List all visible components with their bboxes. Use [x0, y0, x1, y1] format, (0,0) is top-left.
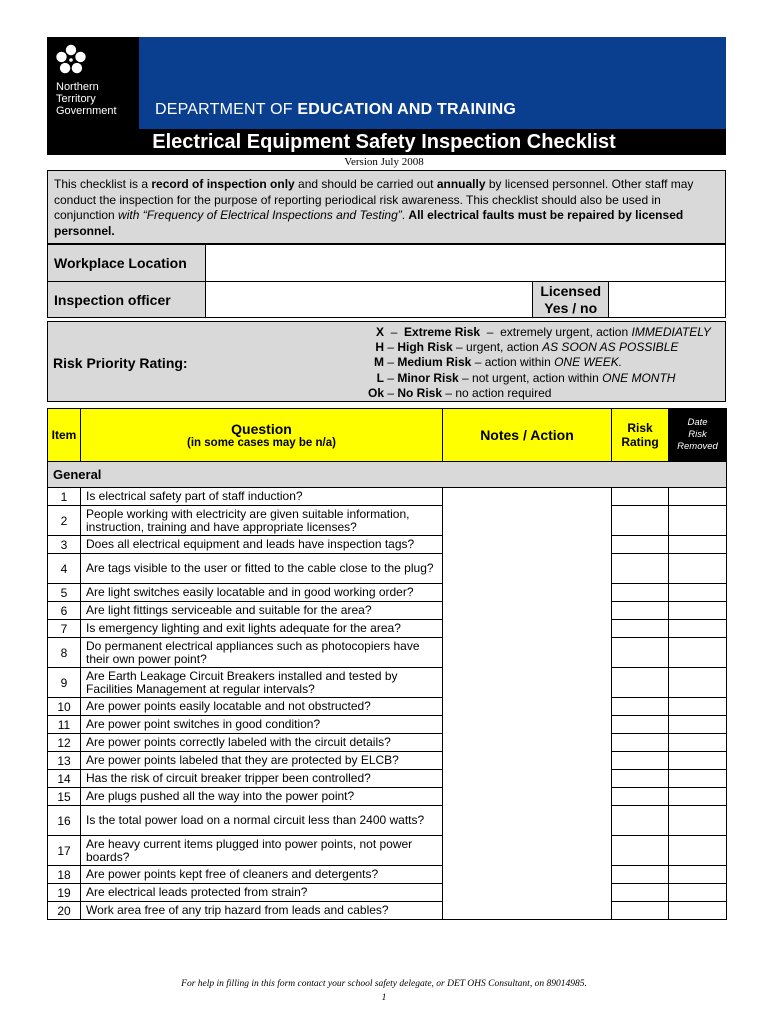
- question-text: Are light fittings serviceable and suitable for the area?: [81, 602, 443, 620]
- item-number: 14: [48, 770, 81, 788]
- date-risk-removed-cell[interactable]: [669, 602, 727, 620]
- risk-priority-label: Risk Priority Rating:: [53, 355, 188, 371]
- checklist-table: [47, 408, 727, 920]
- version-label: Version July 2008: [344, 156, 424, 168]
- risk-desc: not urgent, action within: [472, 370, 603, 385]
- risk-sep: –: [384, 325, 405, 339]
- risk-sep: –: [384, 355, 398, 370]
- item-number: 6: [48, 602, 81, 620]
- risk-rating-cell[interactable]: [612, 836, 669, 866]
- ntg-wordmark: [56, 81, 117, 117]
- item-number: 16: [48, 806, 81, 836]
- risk-rating-cell[interactable]: [612, 668, 669, 698]
- risk-rating-header: [612, 409, 669, 462]
- date-risk-removed-cell[interactable]: [669, 752, 727, 770]
- date-header-line1: Date: [687, 417, 708, 428]
- section-general-label: General: [48, 462, 727, 488]
- item-number: 8: [48, 638, 81, 668]
- item-number: 17: [48, 836, 81, 866]
- risk-level-high: [346, 340, 711, 355]
- table-row: [48, 884, 727, 902]
- risk-name: High Risk: [397, 340, 453, 355]
- ntg-logo-block: [47, 37, 139, 129]
- date-header-line3: Removed: [677, 441, 718, 452]
- table-row: [48, 620, 727, 638]
- risk-name: Extreme Risk: [404, 325, 481, 339]
- question-text: People working with electricity are given suitable information, instruction, training and have appropriate licenses?: [81, 506, 443, 536]
- item-number: 1: [48, 488, 81, 506]
- ntg-wordmark-line3: Government: [56, 105, 117, 117]
- intro-text-3: by licensed personnel. Other staff may conduct the inspection for the purpose of reporting periodical risk awareness. This checklist should also be used in conjunction: [54, 177, 694, 222]
- risk-rating-cell[interactable]: [612, 788, 669, 806]
- risk-name: No Risk: [397, 385, 443, 400]
- table-row: [48, 806, 727, 836]
- risk-rating-cell[interactable]: [612, 488, 669, 506]
- inspection-officer-label: Inspection officer: [48, 282, 206, 318]
- intro-text-1: This checklist is a: [54, 177, 152, 191]
- item-number: 9: [48, 668, 81, 698]
- risk-level-list: [346, 325, 711, 401]
- table-row: [48, 902, 727, 920]
- risk-rating-header-line2: Rating: [621, 435, 659, 449]
- date-risk-removed-cell[interactable]: [669, 836, 727, 866]
- intro-italic-1: with “Frequency of Electrical Inspections and Testing”: [118, 208, 402, 222]
- risk-code: L: [376, 370, 384, 385]
- risk-rating-cell[interactable]: [612, 602, 669, 620]
- item-number: 12: [48, 734, 81, 752]
- risk-sep: –: [384, 340, 398, 355]
- risk-rating-cell[interactable]: [612, 752, 669, 770]
- risk-rating-cell[interactable]: [612, 806, 669, 836]
- date-risk-removed-cell[interactable]: [669, 506, 727, 536]
- question-header-sub: (in some cases may be n/a): [187, 437, 336, 449]
- date-risk-removed-cell[interactable]: [669, 866, 727, 884]
- item-number: 4: [48, 554, 81, 584]
- risk-priority-box: [47, 321, 726, 402]
- item-number: 10: [48, 698, 81, 716]
- table-row: [48, 770, 727, 788]
- risk-rating-cell[interactable]: [612, 638, 669, 668]
- item-number: 5: [48, 584, 81, 602]
- date-risk-removed-cell[interactable]: [669, 488, 727, 506]
- question-text: Is electrical safety part of staff induction?: [81, 488, 443, 506]
- department-name: [155, 101, 516, 119]
- date-risk-removed-cell[interactable]: [669, 620, 727, 638]
- ntg-wordmark-line2: Territory: [56, 93, 96, 105]
- table-row: [48, 668, 727, 698]
- inspection-officer-field[interactable]: [205, 282, 532, 318]
- date-risk-removed-cell[interactable]: [669, 536, 727, 554]
- risk-emph: IMMEDIATELY: [631, 325, 711, 339]
- risk-emph: ONE MONTH: [602, 370, 676, 385]
- date-risk-removed-cell[interactable]: [669, 716, 727, 734]
- notes-action-field[interactable]: [443, 488, 612, 920]
- risk-level-extreme: [346, 325, 711, 340]
- question-header: [81, 409, 443, 462]
- licensed-field[interactable]: [609, 282, 726, 318]
- question-text: Are heavy current items plugged into power points, not power boards?: [81, 836, 443, 866]
- question-text: Are plugs pushed all the way into the power point?: [81, 788, 443, 806]
- risk-emph: ONE WEEK.: [554, 355, 623, 370]
- risk-code: M: [374, 355, 384, 370]
- table-row: [48, 488, 727, 506]
- risk-rating-cell[interactable]: [612, 620, 669, 638]
- risk-desc: extremely urgent, action: [500, 325, 632, 339]
- risk-code: H: [375, 340, 384, 355]
- risk-rating-header-line1: Risk: [627, 421, 653, 435]
- risk-desc: urgent, action: [466, 340, 543, 355]
- risk-rating-cell[interactable]: [612, 734, 669, 752]
- ntg-wordmark-line1: Northern: [56, 81, 99, 93]
- workplace-location-label: Workplace Location: [48, 245, 206, 282]
- item-number: 13: [48, 752, 81, 770]
- date-risk-removed-cell[interactable]: [669, 638, 727, 668]
- risk-rating-cell[interactable]: [612, 698, 669, 716]
- item-number: 11: [48, 716, 81, 734]
- question-text: Are light switches easily locatable and in good working order?: [81, 584, 443, 602]
- question-text: Are power point switches in good condition?: [81, 716, 443, 734]
- risk-sep: –: [452, 340, 467, 355]
- licensed-label-line1: Licensed: [540, 282, 602, 299]
- risk-name: Minor Risk: [397, 370, 459, 385]
- item-number: 2: [48, 506, 81, 536]
- date-risk-removed-cell[interactable]: [669, 806, 727, 836]
- question-header-title: Question: [231, 421, 292, 437]
- risk-rating-cell[interactable]: [612, 554, 669, 584]
- table-row: [48, 788, 727, 806]
- intro-bold-1: record of inspection only: [151, 177, 295, 191]
- notes-action-header: Notes / Action: [443, 409, 612, 462]
- workplace-row: [48, 245, 726, 282]
- department-prefix: DEPARTMENT OF: [155, 101, 298, 118]
- table-row: [48, 752, 727, 770]
- intro-text-4: .: [401, 208, 409, 222]
- item-number: 20: [48, 902, 81, 920]
- risk-sep: –: [458, 370, 473, 385]
- question-text: Are Earth Leakage Circuit Breakers installed and tested by Facilities Management at regular intervals?: [81, 668, 443, 698]
- risk-rating-cell[interactable]: [612, 716, 669, 734]
- risk-sep: –: [471, 355, 485, 370]
- risk-level-medium: [346, 355, 711, 370]
- workplace-location-field[interactable]: [205, 245, 725, 282]
- date-risk-removed-cell[interactable]: [669, 770, 727, 788]
- item-header: Item: [48, 409, 81, 462]
- table-row: [48, 734, 727, 752]
- question-text: Are tags visible to the user or fitted to the cable close to the plug?: [81, 554, 443, 584]
- footer-help-text: For help in filling in this form contact your school safety delegate, or DET OHS Consultant, on 89014985.: [181, 979, 587, 989]
- question-text: Are power points easily locatable and not obstructed?: [81, 698, 443, 716]
- officer-row: [48, 282, 726, 318]
- risk-level-none: [346, 386, 711, 401]
- date-risk-removed-cell[interactable]: [669, 902, 727, 920]
- question-text: Is emergency lighting and exit lights adequate for the area?: [81, 620, 443, 638]
- licensed-label-line2: Yes / no: [544, 299, 598, 316]
- item-number: 19: [48, 884, 81, 902]
- date-risk-removed-header: [669, 409, 727, 462]
- risk-name: Medium Risk: [397, 355, 472, 370]
- risk-rating-cell[interactable]: [612, 584, 669, 602]
- risk-level-minor: [346, 371, 711, 386]
- question-text: Does all electrical equipment and leads have inspection tags?: [81, 536, 443, 554]
- date-risk-removed-cell[interactable]: [669, 884, 727, 902]
- item-number: 7: [48, 620, 81, 638]
- risk-sep: –: [480, 325, 501, 339]
- table-row: [48, 866, 727, 884]
- risk-desc: no action required: [455, 385, 552, 400]
- department-bold: EDUCATION AND TRAINING: [297, 101, 516, 118]
- date-risk-removed-cell[interactable]: [669, 698, 727, 716]
- item-number: 15: [48, 788, 81, 806]
- checklist-header-row: [48, 409, 727, 462]
- date-risk-removed-cell[interactable]: [669, 788, 727, 806]
- date-risk-removed-cell[interactable]: [669, 734, 727, 752]
- risk-rating-cell[interactable]: [612, 902, 669, 920]
- page-number: 1: [381, 993, 387, 1003]
- risk-desc: action within: [484, 355, 555, 370]
- question-text: Are power points correctly labeled with the circuit details?: [81, 734, 443, 752]
- risk-rating-cell[interactable]: [612, 866, 669, 884]
- question-text: Work area free of any trip hazard from leads and cables?: [81, 902, 443, 920]
- intro-text-2: and should be carried out: [294, 177, 437, 191]
- page-title: Electrical Equipment Safety Inspection Checklist: [152, 131, 616, 153]
- intro-notice: [47, 170, 726, 244]
- page-footer: [0, 977, 768, 1005]
- risk-rating-cell[interactable]: [612, 770, 669, 788]
- risk-rating-cell[interactable]: [612, 506, 669, 536]
- question-text: Are power points kept free of cleaners and detergents?: [81, 866, 443, 884]
- date-header-line2: Risk: [688, 429, 707, 440]
- date-risk-removed-cell[interactable]: [669, 668, 727, 698]
- date-risk-removed-cell[interactable]: [669, 554, 727, 584]
- risk-code: Ok: [367, 385, 384, 400]
- question-text: Is the total power load on a normal circuit less than 2400 watts?: [81, 806, 443, 836]
- risk-rating-cell[interactable]: [612, 536, 669, 554]
- table-row: [48, 536, 727, 554]
- question-text: Are power points labeled that they are protected by ELCB?: [81, 752, 443, 770]
- table-row: [48, 602, 727, 620]
- table-row: [48, 584, 727, 602]
- item-number: 18: [48, 866, 81, 884]
- risk-sep: –: [384, 385, 398, 400]
- risk-code: X: [375, 325, 384, 339]
- intro-bold-2: annually: [436, 177, 486, 191]
- table-row: [48, 506, 727, 536]
- table-row: [48, 554, 727, 584]
- table-row: [48, 638, 727, 668]
- licensed-label: [533, 282, 609, 318]
- date-risk-removed-cell[interactable]: [669, 584, 727, 602]
- risk-emph: AS SOON AS POSSIBLE: [542, 340, 679, 355]
- question-text: Has the risk of circuit breaker tripper been controlled?: [81, 770, 443, 788]
- table-row: [48, 698, 727, 716]
- risk-rating-cell[interactable]: [612, 884, 669, 902]
- table-row: [48, 716, 727, 734]
- section-row: [48, 462, 727, 488]
- question-text: Do permanent electrical appliances such as photocopiers have their own power point?: [81, 638, 443, 668]
- ntg-flower-logo-icon: [55, 44, 87, 76]
- question-text: Are electrical leads protected from strain?: [81, 884, 443, 902]
- item-number: 3: [48, 536, 81, 554]
- intro-bold-3: All electrical faults must be repaired by licensed personnel.: [54, 208, 684, 238]
- table-row: [48, 836, 727, 866]
- inspection-details-table: [47, 244, 726, 318]
- risk-sep: –: [442, 385, 456, 400]
- risk-sep: –: [384, 370, 398, 385]
